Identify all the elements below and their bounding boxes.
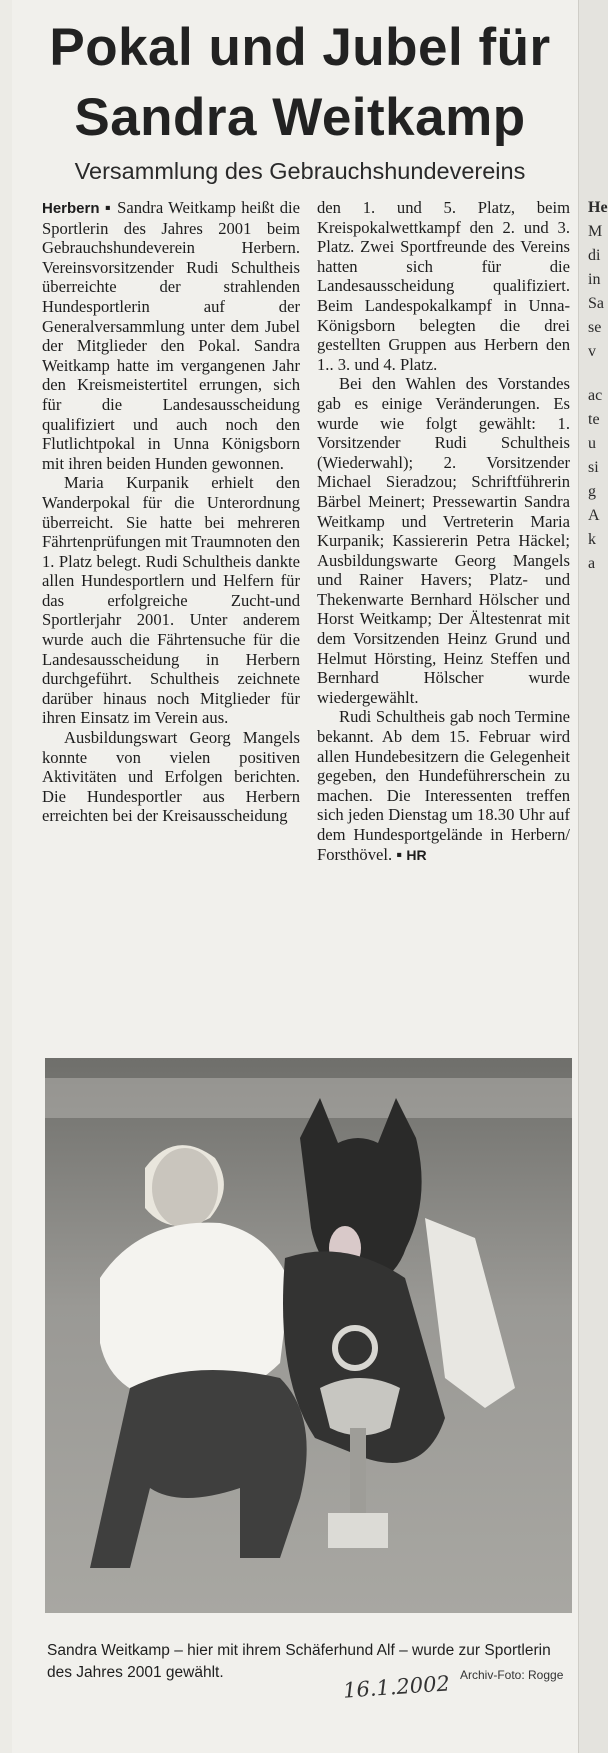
photo-woman-dog-trophy-illustration xyxy=(45,1058,572,1613)
dateline-separator: ▪ xyxy=(104,198,112,217)
paragraph-2: Maria Kurpanik erhielt den Wanderpokal für die Unterordnung überreicht. Sie hatte bei mehreren Fährtenprüfungen mit Traumnoten den 1. Platz belegt. Rudi Schultheis dankte allen Hundesportlern und Helfern für das erfolgreiche Zucht-und Sportlerjahr 2001. Unter anderem wurde auch die Fährtensuche für die Landesausscheidung in Herbern durchgeführt. Schultheis zeichnete darüber hinaus noch Mitglieder für ihren Einsatz im Verein aus. xyxy=(42,473,300,728)
edge-fragment: M xyxy=(588,223,603,240)
edge-fragment: di xyxy=(588,247,601,264)
edge-fragment: in xyxy=(588,271,601,288)
paragraph-5-text: Rudi Schultheis gab noch Termine bekannt. Ab dem 15. Februar wird allen Hundebesitzern die Gelegenheit gegeben, den Hundeführerschein zu machen. Die Interessenten treffen sich jeden Dienstag um 18.30 Uhr auf dem Hundesportgelände in Herbern/ Forsthövel. xyxy=(317,707,570,864)
paragraph-3-end: den 1. und 5. Platz, beim Kreispokalwettkampf den 2. und 3. Platz. Zwei Sportfreunde des Vereins hatten sich für die Landesausscheidung qualifiziert. Beim Landespokalkampf in Unna-Königsborn belegten die drei gestellten Gruppen aus Herbern den 1.. 3. und 4. Platz. xyxy=(317,198,570,374)
paragraph-4: Bei den Wahlen des Vorstandes gab es einige Veränderungen. Es wurde wie folgt gewählt: 1. Vorsitzender Rudi Schultheis (Wiederwahl); 2. Vorsitzender Michael Sieradzou; Schriftführerin Bärbel Meinert; Pressewartin Sandra Weitkamp und Vertreterin Maria Kurpanik; Kassiererin Petra Häckel; Ausbildungswarte Georg Mangels und Rainer Havers; Platz- und Thekenwarte Bernhard Hölscher und Horst Weitkamp; Der Ältestenrat mit dem Vorsitzenden Heinz Grund und Helmut Hörsting, Heinz Steffen und Bernhard Hölscher wurde wiedergewählt. xyxy=(317,374,570,707)
edge-fragment: se xyxy=(588,319,602,336)
handwritten-date: 16.1.2002 xyxy=(342,1671,451,1703)
photo-credit: Archiv-Foto: Rogge xyxy=(460,1668,564,1682)
signature-separator: ▪ xyxy=(396,844,403,864)
dateline: Herbern xyxy=(42,200,100,217)
edge-fragment: g xyxy=(588,483,596,500)
author-signature: HR xyxy=(406,846,427,863)
paragraph-5 xyxy=(317,707,570,865)
article-column-1 xyxy=(42,198,300,826)
edge-fragment: te xyxy=(588,411,600,428)
edge-fragment: u xyxy=(588,435,596,452)
edge-fragment: Sa xyxy=(588,295,604,312)
edge-fragment: v xyxy=(588,343,596,360)
subheadline: Versammlung des Gebrauchshundevereins xyxy=(74,158,526,184)
headline-line-1: Pokal und Jubel für xyxy=(49,18,551,77)
background-hedge xyxy=(45,1078,572,1118)
article-column-2 xyxy=(317,198,570,865)
paragraph-3-start: Ausbildungswart Georg Mangels konnte von vielen positiven Aktivitäten und Erfolgen berichten. Die Hundesportler aus Herbern erreichten bei der Kreisausscheidung xyxy=(42,728,300,826)
edge-fragment: a xyxy=(588,555,596,572)
edge-fragment: ac xyxy=(588,387,603,404)
trophy-cup xyxy=(320,1378,400,1436)
headline-line-2: Sandra Weitkamp xyxy=(74,88,526,147)
photo xyxy=(45,1058,572,1613)
edge-fragment: He xyxy=(588,199,608,216)
woman-face xyxy=(152,1148,218,1228)
paragraph-1-text: Sandra Weitkamp heißt die Sportlerin des Jahres 2001 beim Gebrauchshundeverein Herbern. Vereinsvorsitzender Rudi Schultheis überreichte der strahlenden Hundesportlerin auf der Generalversammlung unter dem Jubel der Mitglieder den Pokal. Sandra Weitkamp hatte im vergangenen Jahr den Kreismeistertitel errungen, sich für die Landesausscheidung qualifiziert und auch noch den Flutlichtpokal in Unna Königsborn mit ihren beiden Hunden gewonnen. xyxy=(42,198,300,473)
edge-fragment: A xyxy=(588,507,600,524)
paragraph-1 xyxy=(42,198,300,473)
photo-caption: Sandra Weitkamp – hier mit ihrem Schäferhund Alf – wurde zur Sportlerin des Jahres 2001 gewählt. xyxy=(47,1642,551,1681)
trophy-base xyxy=(328,1513,388,1548)
edge-fragment: k xyxy=(588,531,596,548)
edge-fragment: si xyxy=(588,459,599,476)
trophy-stem xyxy=(350,1428,366,1518)
